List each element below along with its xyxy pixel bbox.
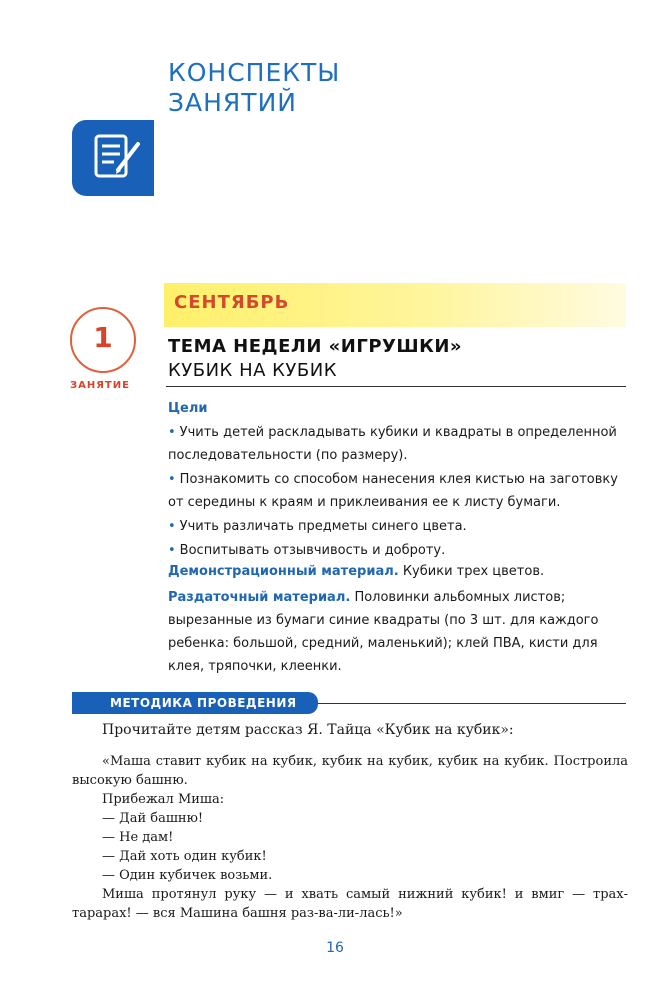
story-line: Миша протянул руку — и хвать самый нижний кубик! и вмиг — трах-тарарах! — вся Машина башня раз-ва-ли-лась!» xyxy=(72,887,628,921)
story-line: «Маша ставит кубик на кубик, кубик на кубик, кубик на кубик. Построила высокую башню. xyxy=(72,754,628,788)
lesson-number: 1 xyxy=(93,321,113,354)
story-line: — Дай башню! xyxy=(102,811,204,826)
section-title-line1: КОНСПЕКТЫ xyxy=(168,58,341,87)
bullet-icon: • xyxy=(168,543,176,558)
topic-week: ТЕМА НЕДЕЛИ «ИГРУШКИ» xyxy=(168,336,463,357)
bullet-icon: • xyxy=(168,425,176,440)
method-heading-bar xyxy=(72,692,318,714)
handout-material-paragraph xyxy=(168,586,630,678)
handout-material-label: Раздаточный материал. xyxy=(168,590,351,605)
handout-material-text: Половинки альбомных листов; вырезанные из бумаги синие квадраты (по 3 шт. для каждого ребенка: большой, средний, маленький); клей ПВА, кисти для клея, тряпочки, клеенки. xyxy=(168,590,599,674)
story-intro: Прочитайте детям рассказ Я. Тайца «Кубик на кубик»: xyxy=(102,722,514,738)
goal-item xyxy=(168,421,630,467)
story-line: — Один кубичек возьми. xyxy=(102,868,273,883)
method-divider xyxy=(318,703,626,704)
bullet-icon: • xyxy=(168,472,176,487)
goals-list xyxy=(168,421,630,563)
topic-name: КУБИК НА КУБИК xyxy=(168,360,337,381)
section-title xyxy=(168,58,340,118)
month-band xyxy=(164,283,626,327)
story-line: — Дай хоть один кубик! xyxy=(102,849,267,864)
month-label: СЕНТЯБРЬ xyxy=(174,292,290,313)
topic-divider xyxy=(166,386,626,387)
lesson-label: ЗАНЯТИЕ xyxy=(70,380,130,391)
method-heading: МЕТОДИКА ПРОВЕДЕНИЯ xyxy=(110,696,297,710)
bullet-icon: • xyxy=(168,519,176,534)
story-text xyxy=(72,752,628,923)
demo-material-text: Кубики трех цветов. xyxy=(402,564,545,579)
goal-item xyxy=(168,468,630,514)
story-line: — Не дам! xyxy=(102,830,174,845)
lesson-number-circle xyxy=(70,307,136,373)
story-line: Прибежал Миша: xyxy=(102,792,225,807)
demo-material-label: Демонстрационный материал. xyxy=(168,564,399,579)
section-title-line2: ЗАНЯТИЙ xyxy=(168,88,297,117)
page-number: 16 xyxy=(326,940,344,956)
goals-heading: Цели xyxy=(168,401,208,416)
goal-text: Учить различать предметы синего цвета. xyxy=(179,519,467,534)
goal-item xyxy=(168,515,630,538)
goal-text: Учить детей раскладывать кубики и квадраты в определенной последовательности (по размеру). xyxy=(168,425,617,463)
demo-material-paragraph xyxy=(168,560,630,583)
goal-text: Воспитывать отзывчивость и доброту. xyxy=(179,543,446,558)
document-pen-icon xyxy=(90,130,146,186)
goal-text: Познакомить со способом нанесения клея кистью на заготовку от середины к краям и приклеивания ее к листу бумаги. xyxy=(168,472,618,510)
goal-item xyxy=(168,539,630,562)
section-icon-badge xyxy=(72,120,154,196)
